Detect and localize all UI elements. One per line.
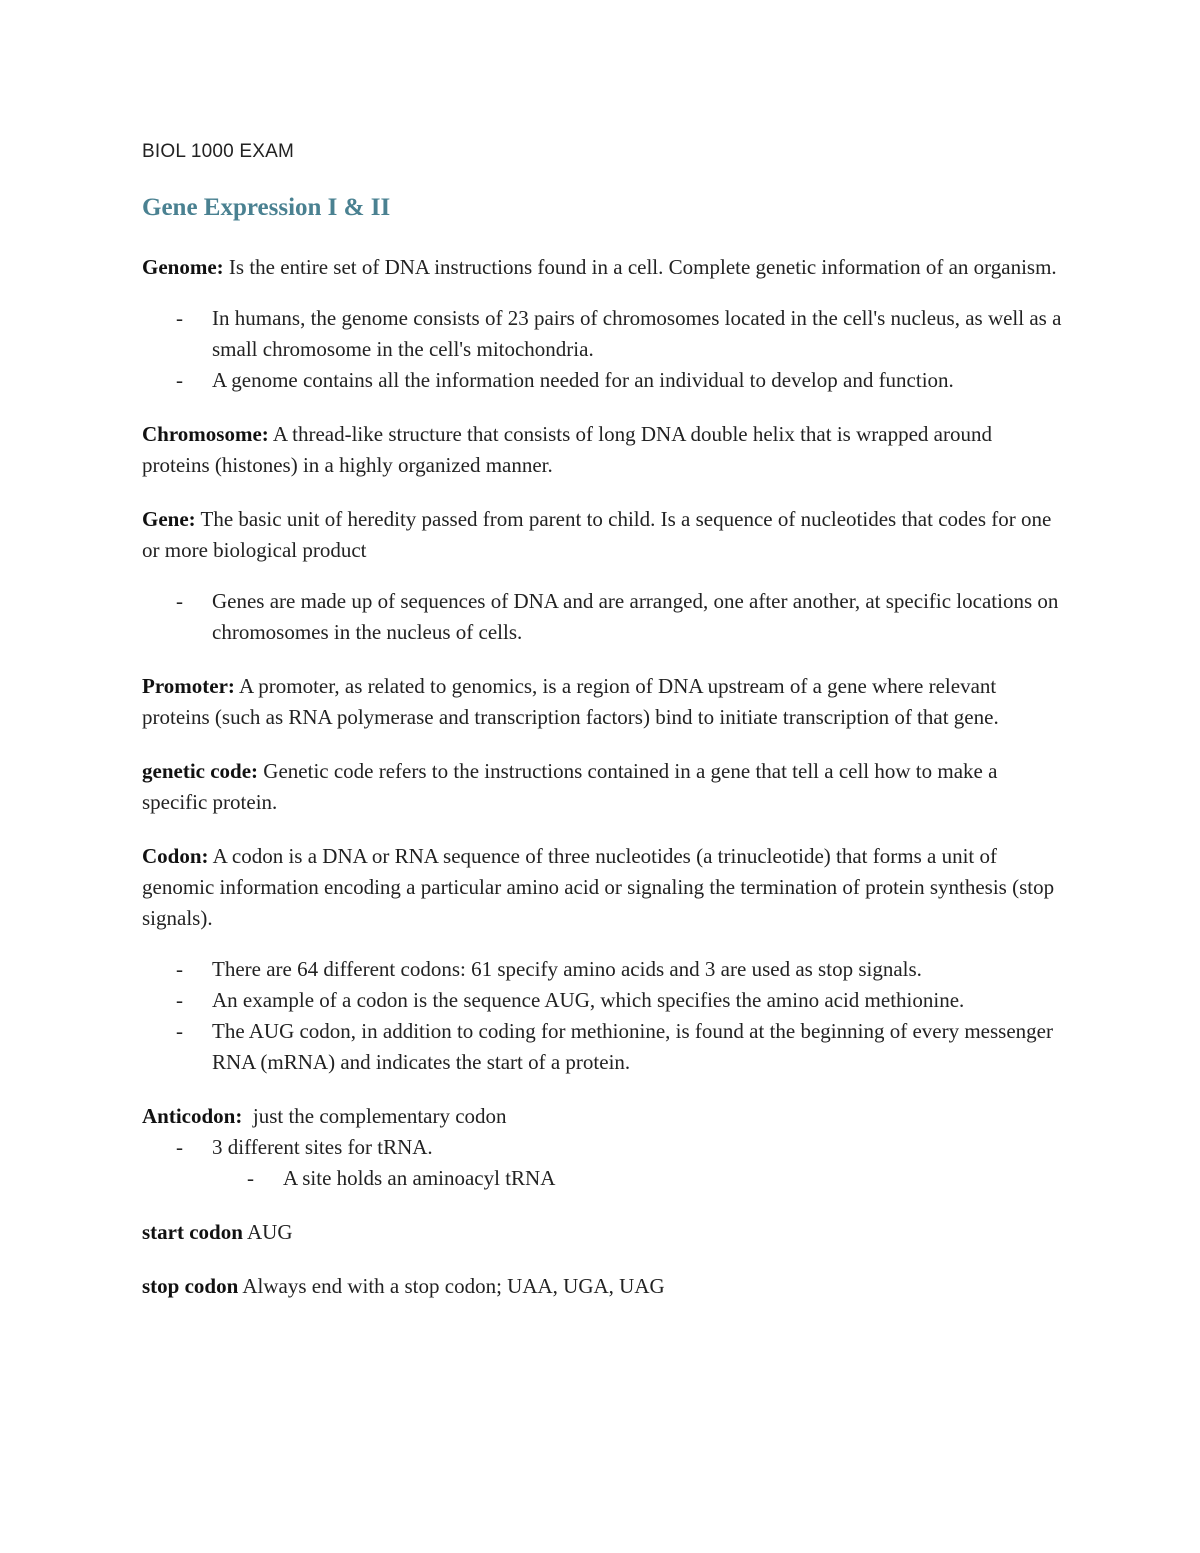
list-item: [142, 365, 1062, 396]
dash-bullet: -: [176, 306, 183, 330]
list-item-text: Genes are made up of sequences of DNA and are arranged, one after another, at specific locations on chromosomes in the nucleus of cells.: [212, 589, 1059, 644]
term-stop-codon: stop codon: [142, 1274, 239, 1298]
definition-anticodon: [142, 1101, 1062, 1132]
dash-bullet: -: [176, 1019, 183, 1043]
definition-gene: [142, 504, 1062, 566]
document-body: [142, 252, 1062, 1325]
section-heading: Gene Expression I & II: [142, 194, 391, 221]
definition-text-stop-codon: Always end with a stop codon; UAA, UGA, UAG: [238, 1274, 665, 1298]
term-codon: Codon:: [142, 844, 209, 868]
term-gene: Gene:: [142, 507, 196, 531]
list-item-text: The AUG codon, in addition to coding for methionine, is found at the beginning of every messenger RNA (mRNA) and indicates the start of a protein.: [212, 1019, 1053, 1074]
definition-genetic-code: [142, 756, 1062, 818]
definition-text-codon: A codon is a DNA or RNA sequence of three nucleotides (a trinucleotide) that forms a unit of genomic information encoding a particular amino acid or signaling the termination of protein synthesis (stop signals).: [142, 844, 1055, 930]
anticodon-bullet-list: [142, 1132, 1062, 1194]
list-item-text: There are 64 different codons: 61 specify amino acids and 3 are used as stop signals.: [212, 957, 922, 981]
genome-bullet-list: [142, 303, 1062, 396]
term-genetic-code: genetic code:: [142, 759, 259, 783]
list-item: [142, 954, 1062, 985]
definition-chromosome: [142, 419, 1062, 481]
list-item: [142, 1016, 1062, 1078]
definition-text-gene: The basic unit of heredity passed from parent to child. Is a sequence of nucleotides that codes for one or more biological product: [142, 507, 1052, 562]
list-item-nested: [142, 1163, 1062, 1194]
definition-text-genetic-code: Genetic code refers to the instructions contained in a gene that tell a cell how to make a specific protein.: [142, 759, 998, 814]
term-genome: Genome:: [142, 255, 224, 279]
definition-text-chromosome: A thread-like structure that consists of long DNA double helix that is wrapped around proteins (histones) in a highly organized manner.: [142, 422, 992, 477]
dash-bullet: -: [247, 1166, 254, 1190]
list-item: [142, 586, 1062, 648]
list-item: [142, 1132, 1062, 1163]
definition-text-anticodon: just the complementary codon: [242, 1104, 507, 1128]
term-start-codon: start codon: [142, 1220, 243, 1244]
list-item: [142, 303, 1062, 365]
definition-stop-codon: [142, 1271, 1062, 1302]
codon-bullet-list: [142, 954, 1062, 1078]
definition-text-start-codon: AUG: [242, 1220, 293, 1244]
term-anticodon: Anticodon:: [142, 1104, 243, 1128]
list-item-text: A genome contains all the information needed for an individual to develop and function.: [212, 368, 954, 392]
list-item-text: 3 different sites for tRNA.: [212, 1135, 433, 1159]
definition-start-codon: [142, 1217, 1062, 1248]
list-item: [142, 985, 1062, 1016]
dash-bullet: -: [176, 988, 183, 1012]
dash-bullet: -: [176, 589, 183, 613]
dash-bullet: -: [176, 368, 183, 392]
list-item-text: An example of a codon is the sequence AUG, which specifies the amino acid methionine.: [212, 988, 965, 1012]
term-chromosome: Chromosome:: [142, 422, 269, 446]
exam-title: BIOL 1000 EXAM: [142, 141, 295, 162]
list-item-text: In humans, the genome consists of 23 pairs of chromosomes located in the cell's nucleus, as well as a small chromosome in the cell's mitochondria.: [212, 306, 1062, 361]
gene-bullet-list: [142, 586, 1062, 648]
definition-promoter: [142, 671, 1062, 733]
definition-text-genome: Is the entire set of DNA instructions found in a cell. Complete genetic information of an organism.: [223, 255, 1057, 279]
dash-bullet: -: [176, 1135, 183, 1159]
list-item-text: A site holds an aminoacyl tRNA: [283, 1166, 556, 1190]
definition-text-promoter: A promoter, as related to genomics, is a region of DNA upstream of a gene where relevant proteins (such as RNA polymerase and transcription factors) bind to initiate transcription of that gene.: [142, 674, 999, 729]
dash-bullet: -: [176, 957, 183, 981]
definition-codon: [142, 841, 1062, 934]
term-promoter: Promoter:: [142, 674, 235, 698]
definition-genome: [142, 252, 1062, 283]
